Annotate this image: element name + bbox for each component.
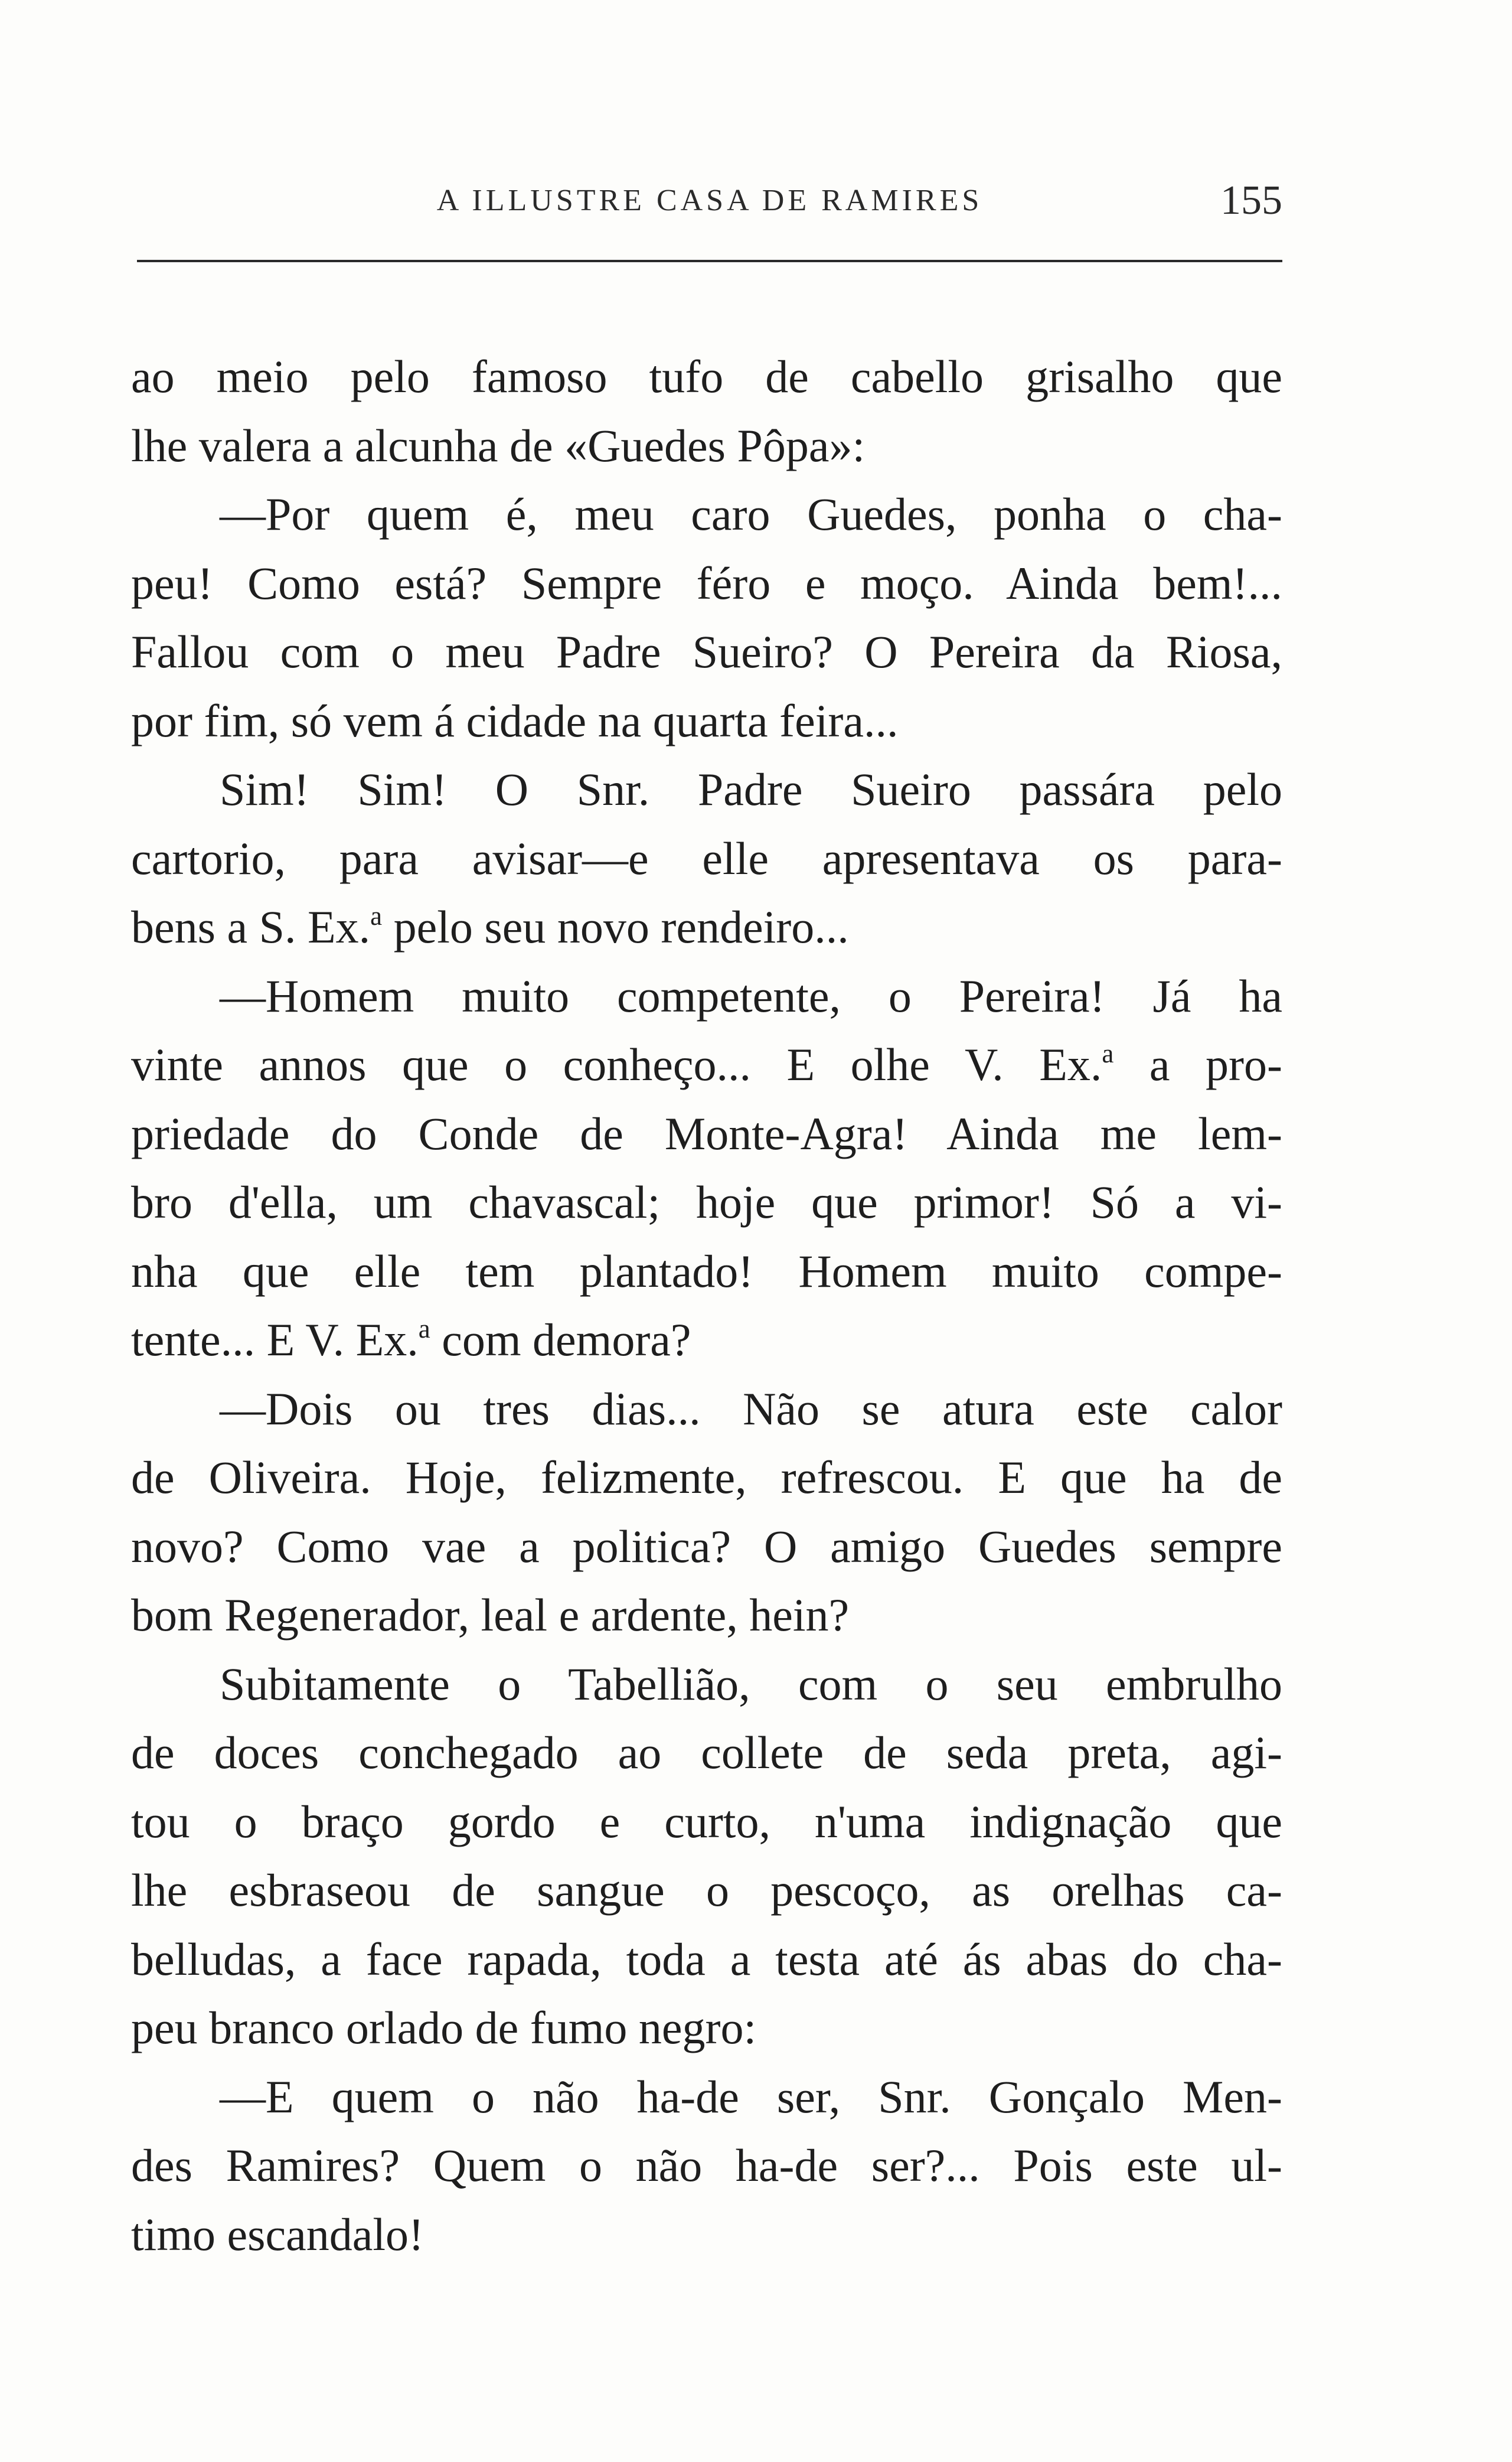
text-line: nha que elle tem plantado! Homem muito compe-	[131, 1245, 1282, 1297]
text-line: cartorio, para avisar—e elle apresentava os para-	[131, 832, 1282, 884]
text-line: novo? Como vae a politica? O amigo Guedes sempre	[131, 1520, 1282, 1572]
text-line: bom Regenerador, leal e ardente, hein?	[131, 1589, 850, 1641]
header-rule	[137, 260, 1282, 262]
text-line	[131, 1306, 1282, 1375]
text-line: —Dois ou tres dias... Não se atura este calor	[220, 1382, 1282, 1434]
text-line: —Por quem é, meu caro Guedes, ponha o cha-	[220, 488, 1282, 540]
text-segment: vinte annos que o conheço... E olhe V. Ex.	[131, 1039, 1102, 1090]
text-line: Subitamente o Tabellião, com o seu embrulho	[220, 1658, 1282, 1710]
superscript-a: a	[1102, 1039, 1114, 1068]
text-line: peu! Como está? Sempre féro e moço. Ainda bem!...	[131, 557, 1282, 609]
text-segment: bens a S. Ex.	[131, 901, 371, 953]
text-line: tou o braço gordo e curto, n'uma indignação que	[131, 1795, 1282, 1847]
text-line: peu branco orlado de fumo negro:	[131, 2002, 757, 2053]
text-line: Sim! Sim! O Snr. Padre Sueiro passára pelo	[220, 764, 1282, 815]
page-header	[137, 177, 1282, 230]
text-line	[131, 893, 1282, 962]
text-line	[131, 1031, 1282, 1100]
text-line: lhe valera a alcunha de «Guedes Pôpa»:	[131, 419, 866, 471]
text-line: ao meio pelo famoso tufo de cabello grisalho que	[131, 351, 1282, 402]
text-segment: pelo seu novo rendeiro...	[382, 901, 849, 953]
text-line: bro d'ella, um chavascal; hoje que primor! Só a vi-	[131, 1176, 1282, 1228]
superscript-a: a	[418, 1314, 430, 1343]
text-segment: com demora?	[430, 1314, 691, 1365]
text-line: belludas, a face rapada, toda a testa até ás abas do cha-	[131, 1933, 1282, 1985]
body-text	[131, 343, 1282, 2269]
text-line: de Oliveira. Hoje, felizmente, refrescou. E que ha de	[131, 1452, 1282, 1503]
text-segment: a pro-	[1113, 1039, 1282, 1090]
text-segment: tente... E V. Ex.	[131, 1314, 419, 1365]
page-number: 155	[1220, 178, 1282, 223]
text-line: de doces conchegado ao collete de seda preta, agi-	[131, 1727, 1282, 1778]
text-line: priedade do Conde de Monte-Agra! Ainda me lem-	[131, 1107, 1282, 1159]
text-line: des Ramires? Quem o não ha-de ser?... Pois este ul-	[131, 2140, 1282, 2191]
superscript-a: a	[370, 901, 383, 931]
running-title: A ILLUSTRE CASA DE RAMIRES	[436, 184, 983, 217]
text-line: —Homem muito competente, o Pereira! Já ha	[220, 970, 1282, 1022]
text-line: —E quem o não ha-de ser, Snr. Gonçalo Men-	[220, 2070, 1282, 2122]
text-line: timo escandalo!	[131, 2208, 424, 2260]
text-line: Fallou com o meu Padre Sueiro? O Pereira da Riosa,	[131, 626, 1282, 677]
text-line: lhe esbraseou de sangue o pescoço, as orelhas ca-	[131, 1864, 1282, 1916]
text-line: por fim, só vem á cidade na quarta feira...	[131, 694, 899, 746]
